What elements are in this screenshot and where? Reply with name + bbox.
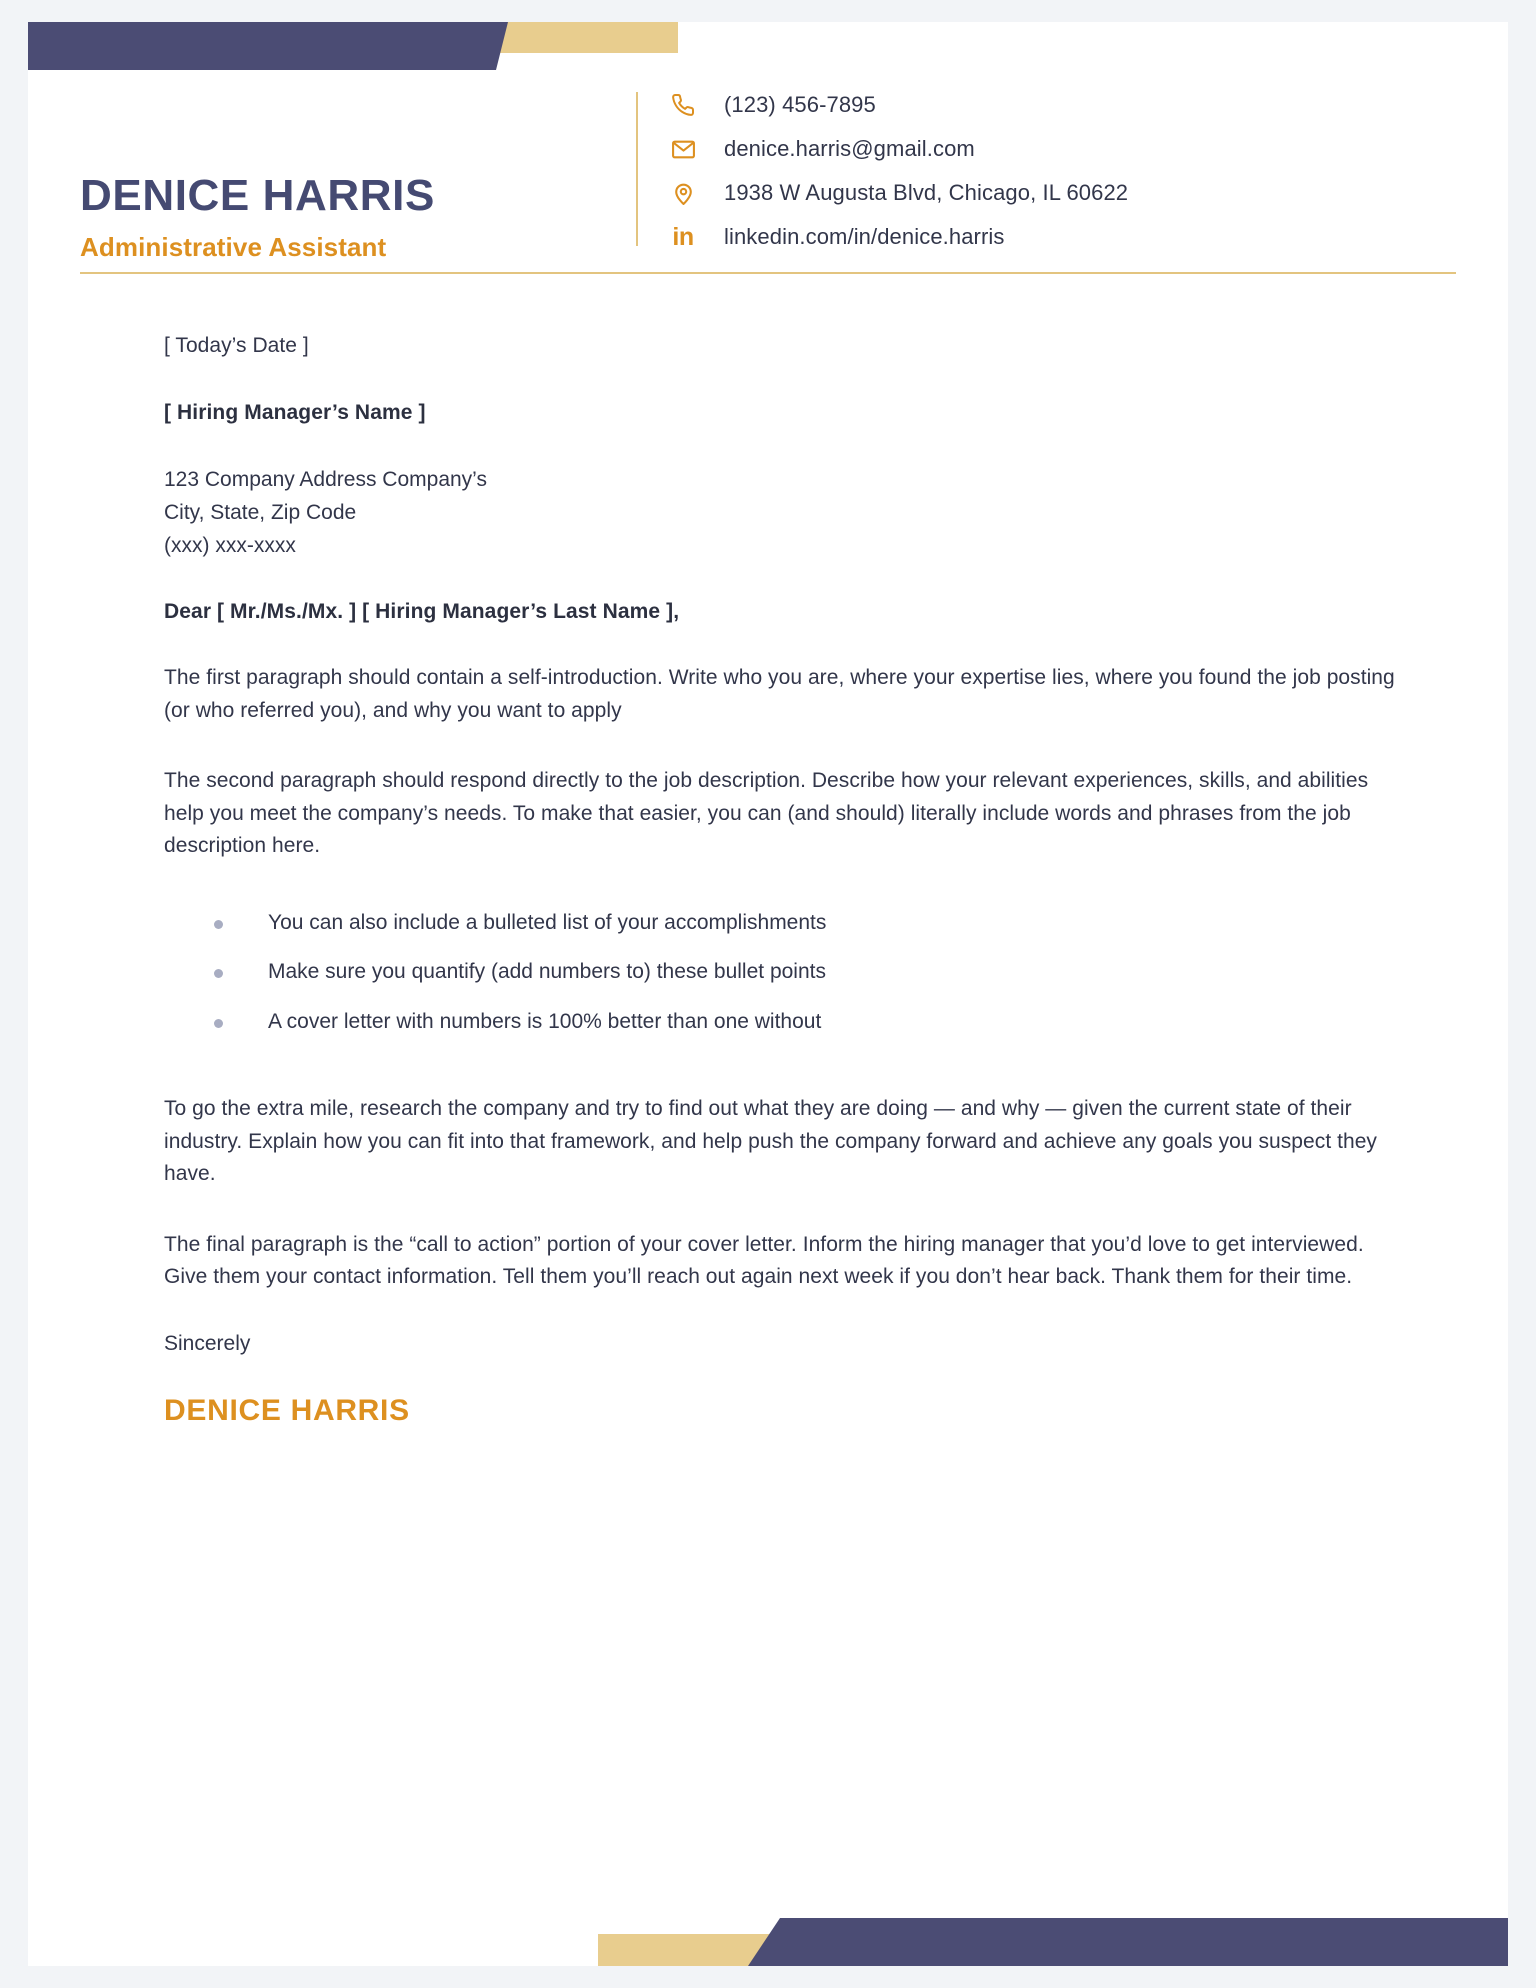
letter-date: [ Today’s Date ] <box>164 334 309 357</box>
list-item: A cover letter with numbers is 100% better than one without <box>206 1006 1408 1038</box>
bottom-gold-band <box>598 1934 858 1966</box>
linkedin-glyph: in <box>672 222 694 251</box>
applicant-name: DENICE HARRIS <box>80 171 435 220</box>
letter-paragraph-4: The final paragraph is the “call to action” portion of your cover letter. Inform the hiring manager that you’d love to get interviewed. Give them your contact information. Tell them you’ll reach out again next week if you don’t hear back. Thank them for their time. <box>164 1232 1364 1289</box>
document-page <box>28 22 1508 1966</box>
applicant-job-title: Administrative Assistant <box>80 231 387 262</box>
recipient-name: [ Hiring Manager’s Name ] <box>164 400 426 424</box>
letter-paragraph-3: To go the extra mile, research the company and try to find out what they are doing — and why — given the current state of their industry. Explain how you can fit into that framework, and help push the company forward and achieve any goals you suspect they have. <box>164 1097 1377 1186</box>
contact-address-value[interactable]: 1938 W Augusta Blvd, Chicago, IL 60622 <box>724 180 1129 205</box>
contact-vertical-rule <box>636 92 638 246</box>
phone-icon <box>670 92 696 118</box>
envelope-icon <box>670 136 696 162</box>
contact-list <box>670 90 1128 250</box>
contact-row-phone <box>670 92 1128 118</box>
identity-block <box>80 62 636 263</box>
list-item: You can also include a bulleted list of your accomplishments <box>206 907 1408 939</box>
linkedin-icon <box>670 224 696 250</box>
recipient-address-line-2: City, State, Zip Code <box>164 500 357 524</box>
salutation: Dear [ Mr./Ms./Mx. ] [ Hiring Manager’s Last Name ], <box>164 600 680 624</box>
recipient-address-line-3: (xxx) xxx-xxxx <box>164 533 296 557</box>
bottom-decoration <box>28 1896 1508 1966</box>
contact-linkedin-value[interactable]: linkedin.com/in/denice.harris <box>724 224 1005 249</box>
recipient-address-line-1: 123 Company Address Company’s <box>164 467 487 491</box>
signature-name: DENICE HARRIS <box>164 1394 410 1428</box>
contact-phone-value[interactable]: (123) 456-7895 <box>724 92 876 117</box>
contact-row-linkedin <box>670 224 1128 250</box>
closing-salutation: Sincerely <box>164 1332 251 1356</box>
list-item: Make sure you quantify (add numbers to) these bullet points <box>206 956 1408 988</box>
contact-email-value[interactable]: denice.harris@gmail.com <box>724 136 975 161</box>
letter-paragraph-2: The second paragraph should respond directly to the job description. Describe how your relevant experiences, skills, and abilities help you meet the company’s needs. To make that easier, you can (and should) literally include words and phrases from the job description here. <box>164 769 1369 858</box>
contact-row-email <box>670 136 1128 162</box>
letter-paragraph-1: The first paragraph should contain a self-introduction. Write who you are, where your expertise lies, where you found the job posting (or who referred you), and why you want to apply <box>164 666 1395 722</box>
bottom-navy-banner <box>748 1918 1508 1966</box>
contact-row-address <box>670 180 1128 206</box>
location-pin-icon <box>670 180 696 206</box>
letterhead <box>28 22 1508 264</box>
letter-body <box>28 274 1508 1428</box>
contact-block <box>636 62 1456 250</box>
accomplishments-list <box>164 907 1408 1038</box>
